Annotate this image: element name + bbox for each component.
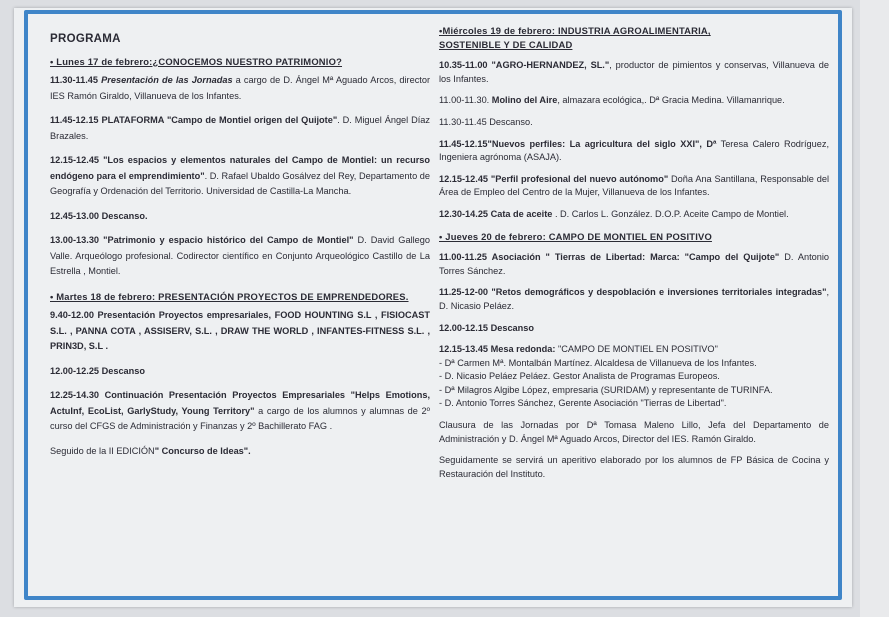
panelist: - D. Antonio Torres Sánchez, Gerente Asociación "Tierras de Libertad". xyxy=(439,398,727,409)
left-column xyxy=(50,32,430,468)
agenda-item: 12.30-14.25 Cata de aceite . D. Carlos L. González. D.O.P. Aceite Campo de Montiel. xyxy=(439,208,789,219)
day-heading-wednesday: •Miércoles 19 de febrero: INDUSTRIA AGROALIMENTARIA, SOSTENIBLE Y DE CALIDAD xyxy=(439,25,711,50)
agenda-item: 11.45-12.15 PLATAFORMA "Campo de Montiel origen del Quijote". D. Miguel Ángel Díaz Brazales. xyxy=(50,115,431,141)
agenda-item: 11.25-12-00 "Retos demográficos y despoblación e inversiones territoriales integradas", D. Nicasio Peláez. xyxy=(439,287,829,311)
agenda-item: 11.00-11.30. Molino del Aire, almazara ecológica,. Dª Gracia Medina. Villamanrique. xyxy=(439,95,785,106)
agenda-item: 12.15-12.45 "Los espacios y elementos naturales del Campo de Montiel: un recurso endógeno para el emprendimiento". D. Rafael Ubaldo Gosálvez del Rey, Departamento de Geografía y Ordenación del Territorio. Universidad de Castilla-La Mancha. xyxy=(50,155,430,196)
panelist: - Dª Carmen Mª. Montalbán Martínez. Alcaldesa de Villanueva de los Infantes. xyxy=(439,357,757,368)
day-heading-thursday: • Jueves 20 de febrero: CAMPO DE MONTIEL EN POSITIVO xyxy=(439,230,712,242)
agenda-item-break: 12.45-13.00 Descanso. xyxy=(50,210,148,221)
agenda-item: 9.40-12.00 Presentación Proyectos empresariales, FOOD HOUNTING S.L , FISIOCAST S.L. , PANNA COTA , ASSISERV, S.L. , DRAW THE WORLD , INFANTES-FITNESS S.L. , PRIN3D, S.L . xyxy=(50,310,430,351)
agenda-item: 12.15-12.45 "Perfil profesional del nuevo autónomo" Doña Ana Santillana, Responsable del Área de Empleo del Centro de la Mujer, Villanueva de los Infantes. xyxy=(439,173,829,198)
agenda-item: 13.00-13.30 "Patrimonio y espacio histórico del Campo de Montiel" D. David Gallego Valle. Arqueólogo profesional. Codirector científico en Conjunto Arqueológico Castillo de La Estrella , Montiel. xyxy=(50,235,430,276)
day-heading-tuesday: • Martes 18 de febrero: PRESENTACIÓN PROYECTOS DE EMPRENDEDORES. xyxy=(50,290,409,302)
program-sheet xyxy=(14,8,852,607)
round-table: 12.15-13.45 Mesa redonda: "CAMPO DE MONTIEL EN POSITIVO" - Dª Carmen Mª. Montalbán Martínez. Alcaldesa de Villanueva de los Infantes. - D. Nicasio Peláez Peláez. Gestor Analista de Programas Europeos. - Dª Milagros Algibe López, empresaria (SURIDAM) y representante de TURINFA. - D. Antonio Torres Sánchez, Gerente Asociación "Tierras de Libertad". xyxy=(439,344,773,409)
panelist: - D. Nicasio Peláez Peláez. Gestor Analista de Programas Europeos. xyxy=(439,371,720,382)
agenda-item: 11.45-12.15"Nuevos perfiles: La agricultura del siglo XXI", Dª Teresa Calero Rodríguez, Ingeniera agrónoma (ASAJA). xyxy=(439,138,830,163)
panelist: - Dª Milagros Algibe López, empresaria (SURIDAM) y representante de TURINFA. xyxy=(439,384,773,395)
agenda-item: Seguido de la II EDICIÓN" Concurso de Ideas". xyxy=(50,445,251,456)
closing-text: Clausura de las Jornadas por Dª Tomasa Maleno Lillo, Jefa del Departamento de Administración y D. Ángel Mª Aguado Arcos, Director del IES. Ramón Giraldo. xyxy=(439,420,829,444)
agenda-item: 11.00-11.25 Asociación " Tierras de Libertad: Marca: "Campo del Quijote" D. Antonio Torres Sánchez. xyxy=(439,252,829,276)
agenda-item: 11.30-11.45 Presentación de las Jornadas a cargo de D. Ángel Mª Aguado Arcos, director IES Ramón Giraldo, Villanueva de los Infantes. xyxy=(50,75,431,101)
program-title: PROGRAMA xyxy=(50,33,121,45)
agenda-item: 10.35-11.00 "AGRO-HERNANDEZ, SL.", productor de pimientos y conservas, Villanueva de los Infantes. xyxy=(439,60,829,84)
agenda-item-break: 12.00-12.15 Descanso xyxy=(439,322,535,333)
aperitif-text: Seguidamente se servirá un aperitivo elaborado por los alumnos de FP Básica de Cocina y Restauración del Instituto. xyxy=(439,455,829,479)
agenda-item-break: 11.30-11.45 Descanso. xyxy=(439,116,533,127)
day-heading-monday: • Lunes 17 de febrero:¿CONOCEMOS NUESTRO PATRIMONIO? xyxy=(50,55,343,67)
right-column xyxy=(439,24,829,489)
background-strip xyxy=(860,0,889,617)
agenda-item-break: 12.00-12.25 Descanso xyxy=(50,365,146,376)
agenda-item: 12.25-14.30 Continuación Presentación Proyectos Empresariales "Helps Emotions, ActuInf, EcoList, GarlyStudy, Young Territory" a cargo de los alumnos y alumnas de 2º curso del CFGS de Administración y Finanzas y 2º Bachillerato FAG . xyxy=(50,390,430,431)
